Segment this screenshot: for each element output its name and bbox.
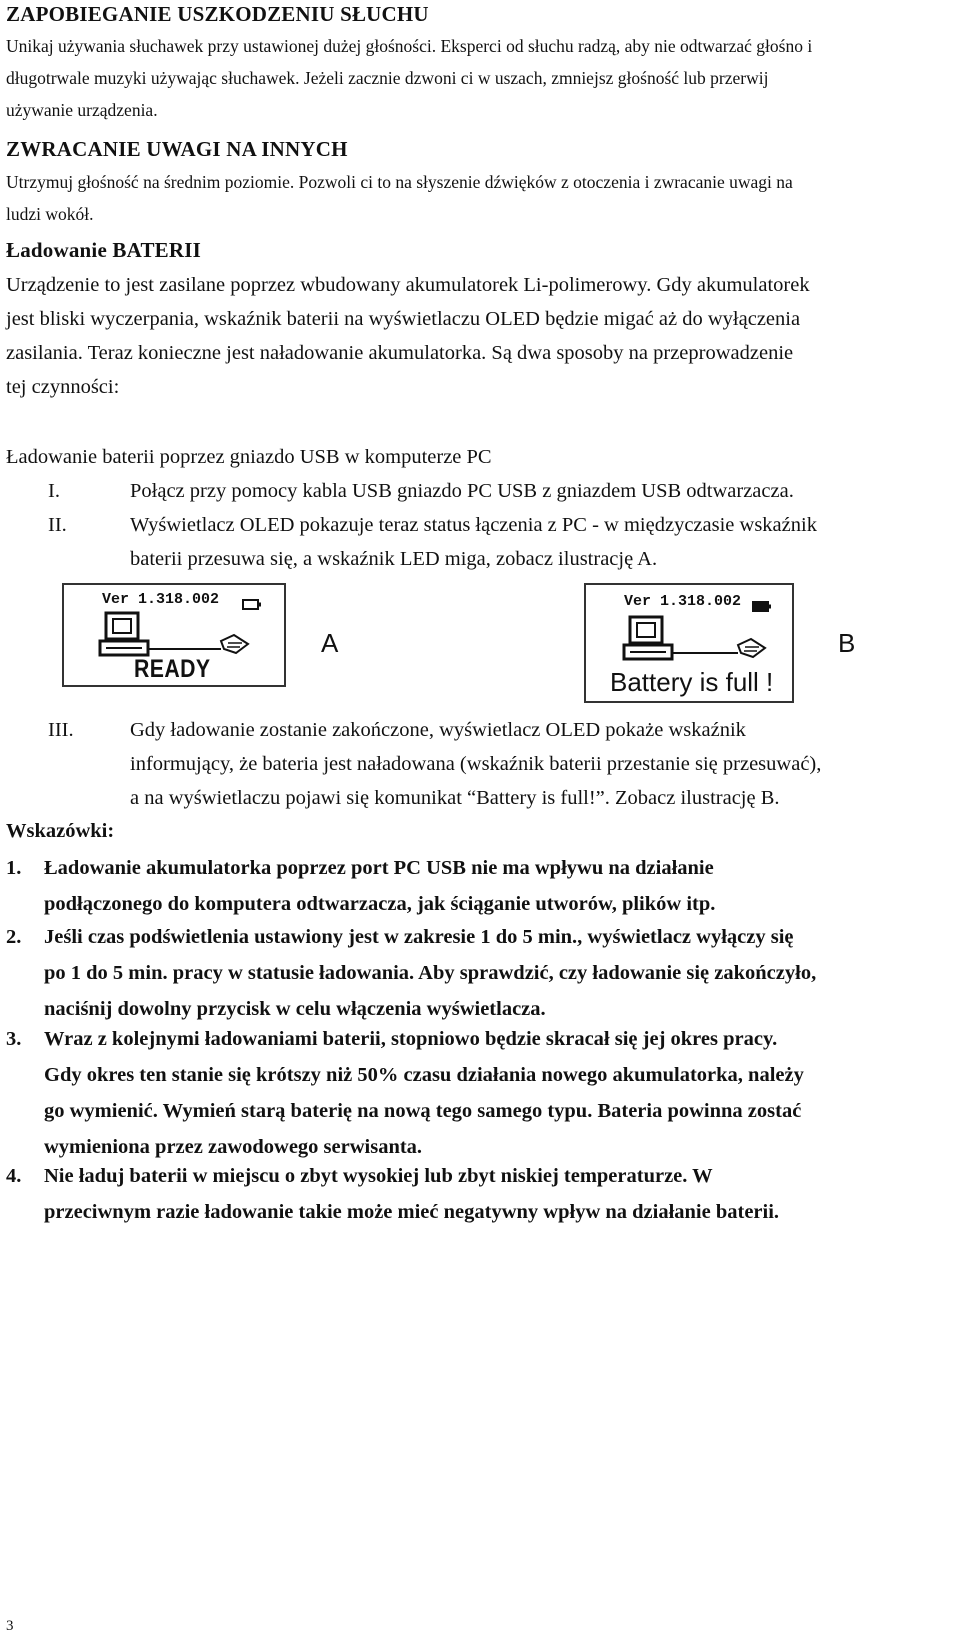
usb-heading: Ładowanie baterii poprzez gniazdo USB w komputerze PC <box>6 446 492 468</box>
step-text <box>130 474 956 508</box>
text-line: ludzi wokół. <box>6 204 94 224</box>
tip-1 <box>6 850 956 922</box>
paragraph-others <box>6 166 954 230</box>
section-title-battery: Ładowanie BATERII <box>6 238 201 262</box>
tip-number: 3. <box>6 1028 22 1050</box>
text-line: Urządzenie to jest zasilane poprzez wbudowany akumulatorek Li-polimerowy. Gdy akumulatorek <box>6 274 810 296</box>
text-line: Ładowanie akumulatorka poprzez port PC USB nie ma wpływu na działanie <box>44 857 714 879</box>
text-line: a na wyświetlaczu pojawi się komunikat “Battery is full!”. Zobacz ilustrację B. <box>130 787 780 809</box>
oled-screen-b <box>584 583 794 703</box>
figure-label-a: A <box>321 628 339 658</box>
ready-status: READY <box>134 655 211 683</box>
step-3 <box>48 713 958 815</box>
text-line: zasilania. Teraz konieczne jest naładowanie akumulatorka. Są dwa sposoby na przeprowadzenie <box>6 342 794 364</box>
section-title-others: ZWRACANIE UWAGI NA INNYCH <box>6 137 348 161</box>
text-line: po 1 do 5 min. pracy w statusie ładowania. Aby sprawdzić, czy ładowanie się zakończyło, <box>44 962 817 984</box>
text-line: przeciwnym razie ładowanie takie może mieć negatywny wpływ na działanie baterii. <box>44 1201 780 1223</box>
text-line: wymieniona przez zawodowego serwisanta. <box>44 1136 423 1158</box>
text-line: informujący, że bateria jest naładowana (wskaźnik baterii przestanie się przesuwać), <box>130 753 822 775</box>
version-label: Ver 1.318.002 <box>624 593 742 610</box>
tip-text <box>44 1158 956 1230</box>
step-number: III. <box>48 719 74 741</box>
paragraph-battery <box>6 268 956 404</box>
text-line: Wyświetlacz OLED pokazuje teraz status łączenia z PC - w międzyczasie wskaźnik <box>130 514 817 536</box>
text-line: jest bliski wyczerpania, wskaźnik baterii na wyświetlaczu OLED będzie migać aż do wyłączenia <box>6 308 801 330</box>
step-number: II. <box>48 514 67 536</box>
paragraph-hearing <box>6 30 954 126</box>
text-line: Unikaj używania słuchawek przy ustawionej dużej głośności. Eksperci od słuchu radzą, aby nie odtwarzać głośno i <box>6 36 813 56</box>
text-line: Nie ładuj baterii w miejscu o zbyt wysokiej lub zbyt niskiej temperaturze. W <box>44 1165 713 1187</box>
battery-full-status: Battery is full ! <box>610 667 774 697</box>
tip-text <box>44 1021 956 1165</box>
text-line: tej czynności: <box>6 376 120 398</box>
tip-4 <box>6 1158 956 1230</box>
step-text <box>130 713 956 815</box>
text-line: podłączonego do komputera odtwarzacza, jak ściąganie utworów, plików itp. <box>44 893 716 915</box>
text-line: Połącz przy pomocy kabla USB gniazdo PC USB z gniazdem USB odtwarzacza. <box>130 480 794 502</box>
battery-icon <box>752 601 772 613</box>
text-line: Jeśli czas podświetlenia ustawiony jest w zakresie 1 do 5 min., wyświetlacz wyłączy się <box>44 926 794 948</box>
text-line: Gdy ładowanie zostanie zakończone, wyświetlacz OLED pokaże wskaźnik <box>130 719 746 741</box>
section-title-hearing: ZAPOBIEGANIE USZKODZENIU SŁUCHU <box>6 2 429 26</box>
tip-number: 4. <box>6 1165 22 1187</box>
oled-screen-a <box>62 583 286 687</box>
tip-number: 1. <box>6 857 22 879</box>
text-line: używanie urządzenia. <box>6 100 158 120</box>
text-line: Utrzymuj głośność na średnim poziomie. Pozwoli ci to na słyszenie dźwięków z otoczenia i zwracanie uwagi na <box>6 172 793 192</box>
tip-text <box>44 919 956 1027</box>
text-line: Wraz z kolejnymi ładowaniami baterii, stopniowo będzie skracał się jej okres pracy. <box>44 1028 778 1050</box>
step-2 <box>48 508 958 576</box>
page-number: 3 <box>6 1618 14 1634</box>
tip-3 <box>6 1021 956 1165</box>
tips-heading: Wskazówki: <box>6 820 115 842</box>
text-line: go wymienić. Wymień starą baterię na nową tego samego typu. Bateria powinna zostać <box>44 1100 802 1122</box>
tip-number: 2. <box>6 926 22 948</box>
pc-usb-connection-icon <box>620 615 785 671</box>
text-line: Gdy okres ten stanie się krótszy niż 50% czasu działania nowego akumulatorka, należy <box>44 1064 804 1086</box>
battery-icon <box>242 599 262 611</box>
tip-2 <box>6 919 956 1027</box>
figure-label-b: B <box>838 628 856 658</box>
step-1 <box>48 474 958 508</box>
text-line: długotrwale muzyki używając słuchawek. Jeżeli zacznie dzwoni ci w uszach, zmniejsz głośność lub przerwij <box>6 68 769 88</box>
version-label: Ver 1.318.002 <box>102 591 220 608</box>
tip-text <box>44 850 956 922</box>
step-number: I. <box>48 480 60 502</box>
text-line: baterii przesuwa się, a wskaźnik LED miga, zobacz ilustrację A. <box>130 548 658 570</box>
text-line: naciśnij dowolny przycisk w celu włączenia wyświetlacza. <box>44 998 546 1020</box>
step-text <box>130 508 956 576</box>
